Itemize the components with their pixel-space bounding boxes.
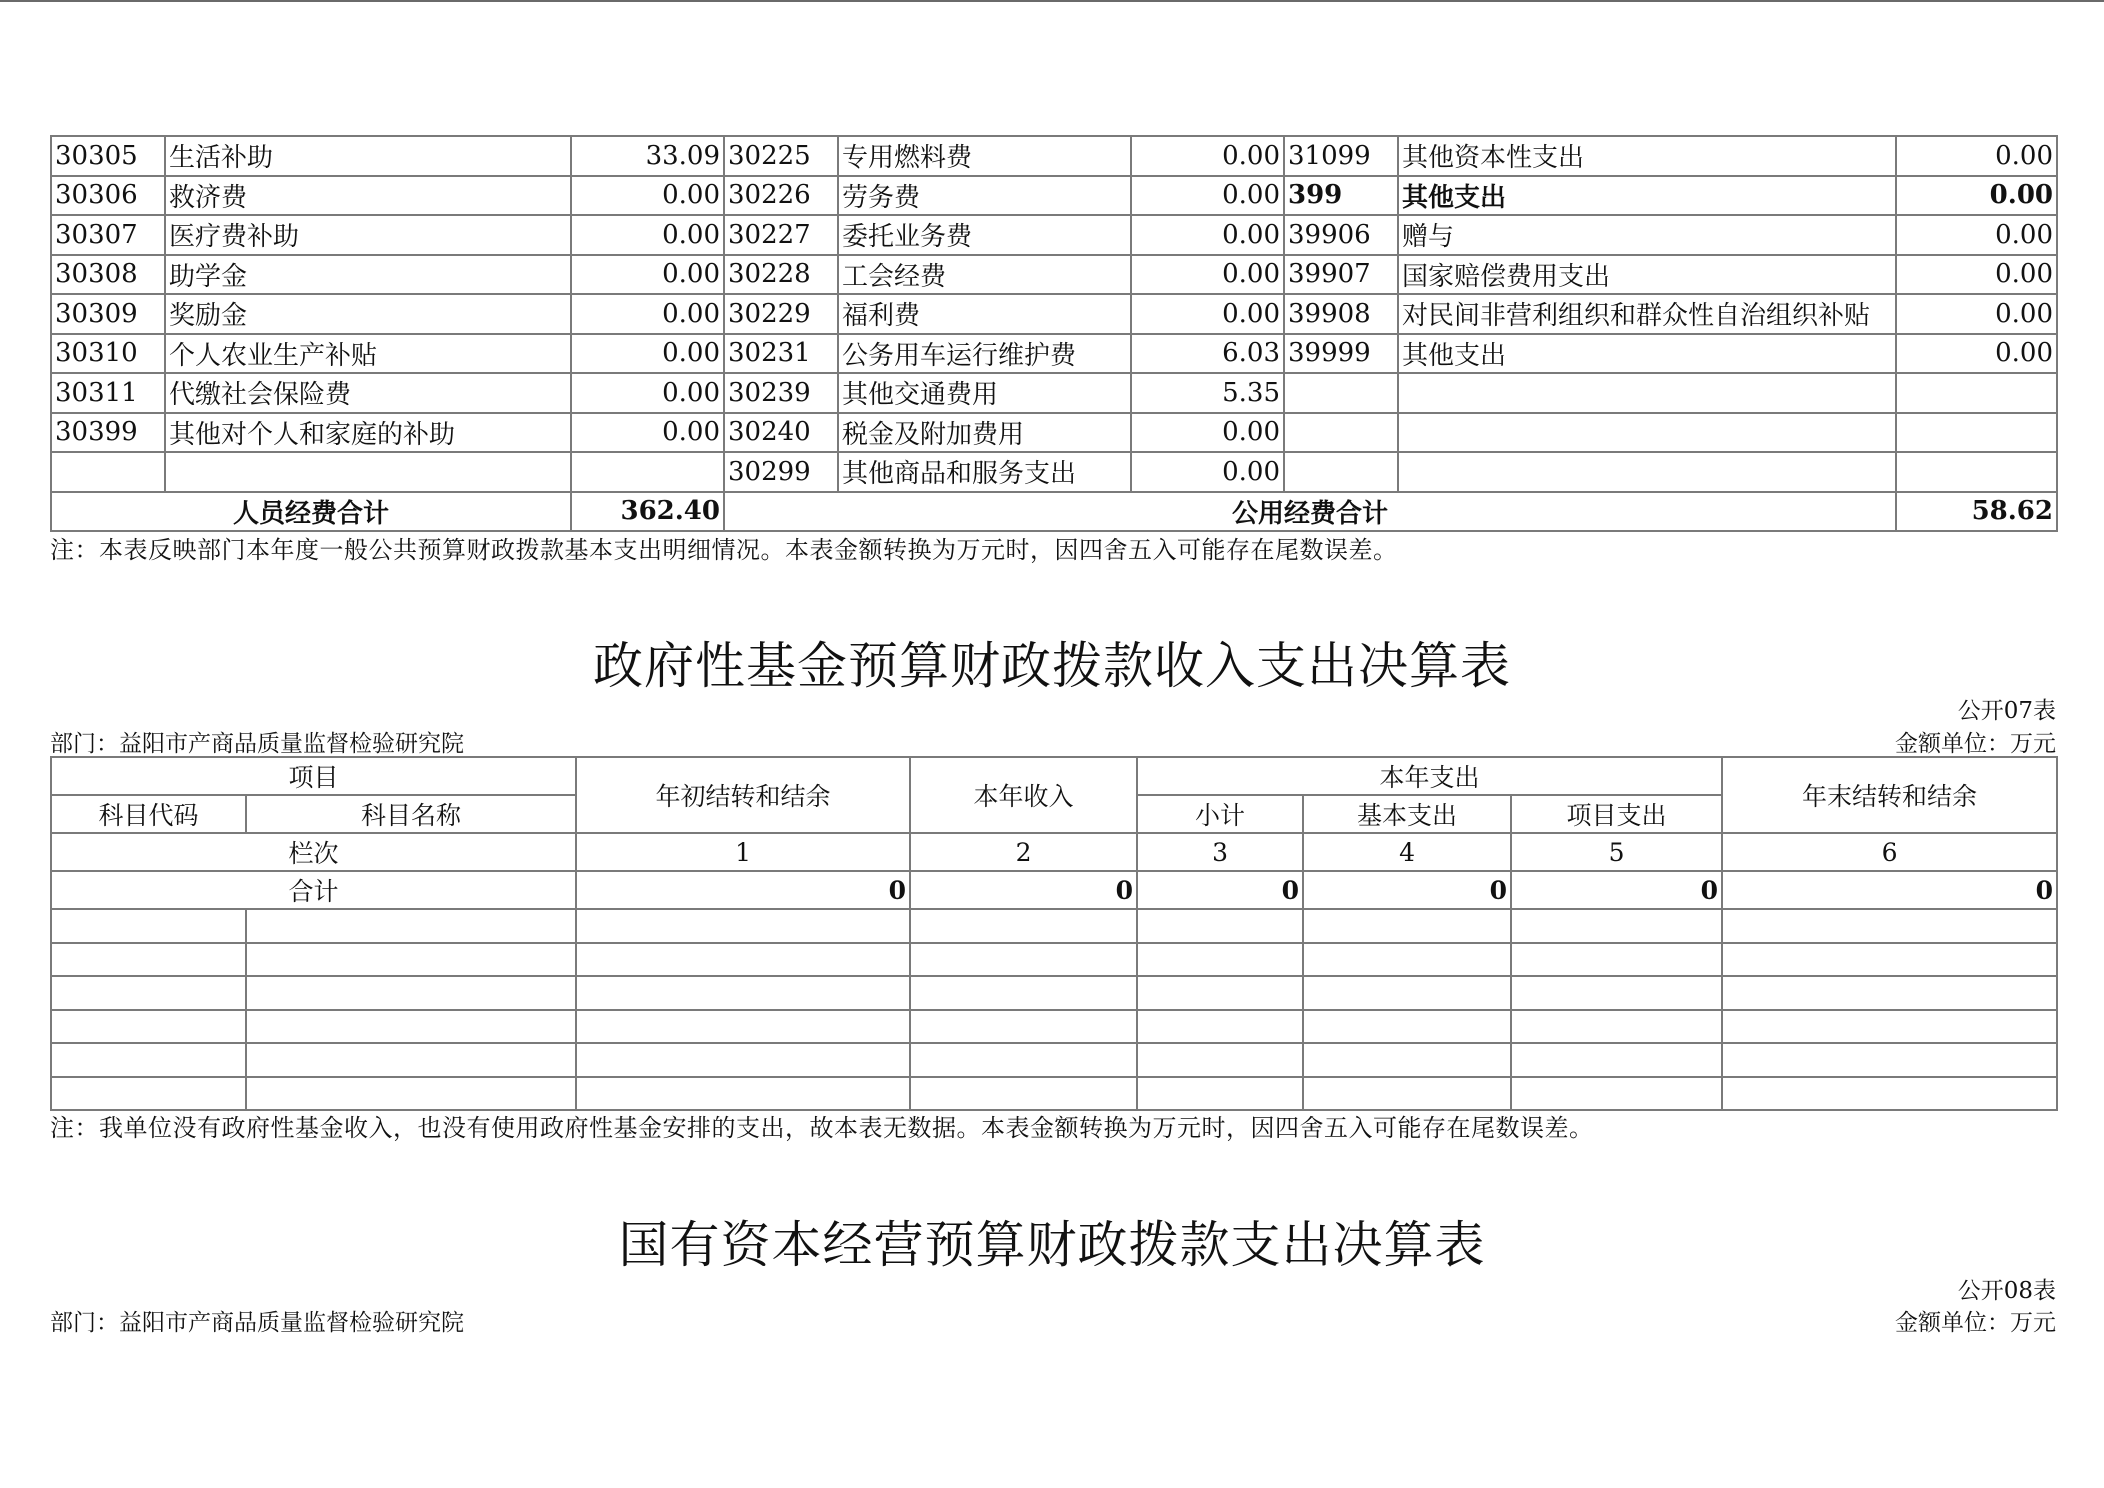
subject-name: 奖励金 xyxy=(165,294,571,334)
empty-cell xyxy=(246,1043,576,1077)
empty-cell xyxy=(1722,1043,2057,1077)
subject-code: 39908 xyxy=(1284,294,1398,334)
subject-value: 0.00 xyxy=(1131,413,1284,453)
empty-cell xyxy=(1137,1010,1303,1044)
subject-code xyxy=(1284,413,1398,453)
header-item: 项目 xyxy=(51,757,576,795)
empty-cell xyxy=(51,1043,246,1077)
header-end-balance: 年末结转和结余 xyxy=(1722,757,2057,833)
empty-cell xyxy=(910,943,1137,977)
column-number: 5 xyxy=(1511,833,1722,871)
subject-value: 0.00 xyxy=(1896,215,2057,255)
subject-name: 其他商品和服务支出 xyxy=(838,452,1131,492)
subject-value: 0.00 xyxy=(1131,176,1284,216)
detail-row xyxy=(51,413,2057,453)
subject-name: 助学金 xyxy=(165,255,571,295)
empty-cell xyxy=(1722,976,2057,1010)
empty-cell xyxy=(246,943,576,977)
subject-code: 30306 xyxy=(51,176,165,216)
empty-cell xyxy=(51,943,246,977)
subject-value: 0.00 xyxy=(1896,176,2057,216)
subject-value: 0.00 xyxy=(571,413,724,453)
public-total-label: 公用经费合计 xyxy=(724,492,1896,532)
empty-cell xyxy=(1303,976,1511,1010)
state-capital-table-title: 国有资本经营预算财政拨款支出决算表 xyxy=(618,1216,1486,1274)
subject-code: 30307 xyxy=(51,215,165,255)
subject-code xyxy=(1284,373,1398,413)
state-capital-department: 部门：益阳市产商品质量监督检验研究院 xyxy=(50,1310,464,1336)
subject-code: 30239 xyxy=(724,373,838,413)
empty-cell xyxy=(576,1010,910,1044)
detail-row xyxy=(51,255,2057,295)
header-annual-income: 本年收入 xyxy=(910,757,1137,833)
subject-value: 0.00 xyxy=(1131,215,1284,255)
total-row xyxy=(51,871,2057,909)
detail-row xyxy=(51,136,2057,176)
empty-cell xyxy=(1722,943,2057,977)
personnel-total-value: 362.40 xyxy=(571,492,724,532)
subject-name: 医疗费补助 xyxy=(165,215,571,255)
detail-row xyxy=(51,176,2057,216)
empty-cell xyxy=(51,1010,246,1044)
subject-name: 赠与 xyxy=(1398,215,1896,255)
subject-code: 30228 xyxy=(724,255,838,295)
subject-value: 0.00 xyxy=(571,294,724,334)
subject-name: 劳务费 xyxy=(838,176,1131,216)
empty-row xyxy=(51,1077,2057,1111)
gov-fund-form-number: 公开07表 xyxy=(1957,698,2056,724)
subject-name: 福利费 xyxy=(838,294,1131,334)
gov-fund-unit: 金额单位：万元 xyxy=(1895,731,2056,757)
column-number: 4 xyxy=(1303,833,1511,871)
empty-cell xyxy=(576,1043,910,1077)
empty-cell xyxy=(51,909,246,943)
subject-name: 公务用车运行维护费 xyxy=(838,334,1131,374)
empty-cell xyxy=(1137,943,1303,977)
subject-code: 39906 xyxy=(1284,215,1398,255)
empty-cell xyxy=(1137,1043,1303,1077)
column-number: 6 xyxy=(1722,833,2057,871)
empty-cell xyxy=(246,1077,576,1111)
empty-cell xyxy=(1511,976,1722,1010)
empty-cell xyxy=(576,943,910,977)
subject-name xyxy=(1398,373,1896,413)
gov-fund-department: 部门：益阳市产商品质量监督检验研究院 xyxy=(50,731,464,757)
header-subject-code: 科目代码 xyxy=(51,795,246,833)
empty-cell xyxy=(910,909,1137,943)
empty-cell xyxy=(1303,1010,1511,1044)
subject-value xyxy=(1896,452,2057,492)
subject-name: 救济费 xyxy=(165,176,571,216)
empty-cell xyxy=(1722,1077,2057,1111)
empty-cell xyxy=(910,1077,1137,1111)
subject-value: 0.00 xyxy=(571,176,724,216)
empty-cell xyxy=(1722,909,2057,943)
total-value: 0 xyxy=(910,871,1137,909)
empty-cell xyxy=(910,1010,1137,1044)
empty-row xyxy=(51,909,2057,943)
empty-cell xyxy=(910,1043,1137,1077)
state-capital-form-number: 公开08表 xyxy=(1957,1278,2056,1304)
subject-value: 0.00 xyxy=(571,334,724,374)
note-basic-expenditure: 注：本表反映部门本年度一般公共预算财政拨款基本支出明细情况。本表金额转换为万元时，因四舍五入可能存在尾数误差。 xyxy=(50,536,1398,564)
subject-name: 其他对个人和家庭的补助 xyxy=(165,413,571,453)
gov-fund-table xyxy=(50,756,2058,1111)
empty-cell xyxy=(1303,1043,1511,1077)
empty-cell xyxy=(246,976,576,1010)
state-capital-unit: 金额单位：万元 xyxy=(1895,1310,2056,1336)
subject-code: 30309 xyxy=(51,294,165,334)
subject-value: 0.00 xyxy=(1896,334,2057,374)
subject-value: 0.00 xyxy=(1896,294,2057,334)
subject-code: 39999 xyxy=(1284,334,1398,374)
empty-cell xyxy=(1137,976,1303,1010)
empty-cell xyxy=(1137,1077,1303,1111)
total-label: 合计 xyxy=(51,871,576,909)
subject-value: 5.35 xyxy=(1131,373,1284,413)
subject-value: 0.00 xyxy=(1131,136,1284,176)
subject-name: 专用燃料费 xyxy=(838,136,1131,176)
empty-cell xyxy=(576,909,910,943)
subject-code: 30227 xyxy=(724,215,838,255)
subject-name: 委托业务费 xyxy=(838,215,1131,255)
empty-cell xyxy=(1511,943,1722,977)
page-top-border xyxy=(0,0,2104,2)
empty-cell xyxy=(576,1077,910,1111)
subject-value xyxy=(1896,413,2057,453)
empty-cell xyxy=(910,976,1137,1010)
column-number-label: 栏次 xyxy=(51,833,576,871)
empty-cell xyxy=(1137,909,1303,943)
column-number: 1 xyxy=(576,833,910,871)
empty-row xyxy=(51,976,2057,1010)
gov-fund-table-title: 政府性基金预算财政拨款收入支出决算表 xyxy=(593,637,1511,695)
column-number: 3 xyxy=(1137,833,1303,871)
empty-row xyxy=(51,943,2057,977)
subject-code: 30311 xyxy=(51,373,165,413)
header-subject-name: 科目名称 xyxy=(246,795,576,833)
empty-cell xyxy=(1303,909,1511,943)
empty-cell xyxy=(1722,1010,2057,1044)
subject-code: 31099 xyxy=(1284,136,1398,176)
public-total-value: 58.62 xyxy=(1896,492,2057,532)
empty-row xyxy=(51,1010,2057,1044)
subject-name: 对民间非营利组织和群众性自治组织补贴 xyxy=(1398,294,1896,334)
subject-code: 30299 xyxy=(724,452,838,492)
subject-code: 30231 xyxy=(724,334,838,374)
empty-cell xyxy=(246,1010,576,1044)
empty-rows xyxy=(51,909,2057,1110)
empty-cell xyxy=(1303,943,1511,977)
subject-value: 6.03 xyxy=(1131,334,1284,374)
subject-code: 30229 xyxy=(724,294,838,334)
subject-name xyxy=(1398,413,1896,453)
subject-name: 其他支出 xyxy=(1398,176,1896,216)
detail-total-row xyxy=(51,492,2057,532)
subject-name xyxy=(165,452,571,492)
subject-name: 代缴社会保险费 xyxy=(165,373,571,413)
header-project-expense: 项目支出 xyxy=(1511,795,1722,833)
subject-code: 30240 xyxy=(724,413,838,453)
total-value: 0 xyxy=(1511,871,1722,909)
detail-row xyxy=(51,215,2057,255)
empty-cell xyxy=(576,976,910,1010)
header-begin-balance: 年初结转和结余 xyxy=(576,757,910,833)
subject-name: 工会经费 xyxy=(838,255,1131,295)
empty-cell xyxy=(1511,1010,1722,1044)
subject-code: 30399 xyxy=(51,413,165,453)
detail-row xyxy=(51,452,2057,492)
subject-value xyxy=(1896,373,2057,413)
subject-name: 其他交通费用 xyxy=(838,373,1131,413)
note-gov-fund: 注：我单位没有政府性基金收入，也没有使用政府性基金安排的支出，故本表无数据。本表金额转换为万元时，因四舍五入可能存在尾数误差。 xyxy=(50,1114,1594,1142)
column-number-row xyxy=(51,833,2057,871)
subject-value: 33.09 xyxy=(571,136,724,176)
subject-name: 国家赔偿费用支出 xyxy=(1398,255,1896,295)
empty-cell xyxy=(51,1077,246,1111)
subject-code xyxy=(1284,452,1398,492)
subject-value: 0.00 xyxy=(1131,452,1284,492)
subject-value: 0.00 xyxy=(1131,294,1284,334)
column-number: 2 xyxy=(910,833,1137,871)
subject-name: 其他资本性支出 xyxy=(1398,136,1896,176)
subject-code: 30310 xyxy=(51,334,165,374)
detail-row xyxy=(51,294,2057,334)
subject-code: 30225 xyxy=(724,136,838,176)
subject-code: 399 xyxy=(1284,176,1398,216)
detail-row xyxy=(51,373,2057,413)
subject-name: 税金及附加费用 xyxy=(838,413,1131,453)
header-subtotal: 小计 xyxy=(1137,795,1303,833)
total-value: 0 xyxy=(576,871,910,909)
empty-cell xyxy=(1511,1043,1722,1077)
subject-value: 0.00 xyxy=(571,215,724,255)
subject-value: 0.00 xyxy=(1131,255,1284,295)
total-value: 0 xyxy=(1722,871,2057,909)
subject-code: 30305 xyxy=(51,136,165,176)
subject-name xyxy=(1398,452,1896,492)
empty-row xyxy=(51,1043,2057,1077)
subject-value: 0.00 xyxy=(1896,136,2057,176)
subject-code: 30308 xyxy=(51,255,165,295)
header-basic-expense: 基本支出 xyxy=(1303,795,1511,833)
subject-value xyxy=(571,452,724,492)
empty-cell xyxy=(51,976,246,1010)
empty-cell xyxy=(1303,1077,1511,1111)
subject-name: 生活补助 xyxy=(165,136,571,176)
detail-row xyxy=(51,334,2057,374)
basic-expenditure-detail-table xyxy=(50,135,2058,532)
total-value: 0 xyxy=(1303,871,1511,909)
subject-code: 39907 xyxy=(1284,255,1398,295)
personnel-total-label: 人员经费合计 xyxy=(51,492,571,532)
header-row-1 xyxy=(51,757,2057,795)
subject-value: 0.00 xyxy=(1896,255,2057,295)
empty-cell xyxy=(1511,909,1722,943)
subject-code: 30226 xyxy=(724,176,838,216)
subject-name: 其他支出 xyxy=(1398,334,1896,374)
header-annual-expense: 本年支出 xyxy=(1137,757,1722,795)
empty-cell xyxy=(246,909,576,943)
subject-name: 个人农业生产补贴 xyxy=(165,334,571,374)
subject-code xyxy=(51,452,165,492)
subject-value: 0.00 xyxy=(571,255,724,295)
empty-cell xyxy=(1511,1077,1722,1111)
total-value: 0 xyxy=(1137,871,1303,909)
detail-table-body xyxy=(51,136,2057,492)
subject-value: 0.00 xyxy=(571,373,724,413)
